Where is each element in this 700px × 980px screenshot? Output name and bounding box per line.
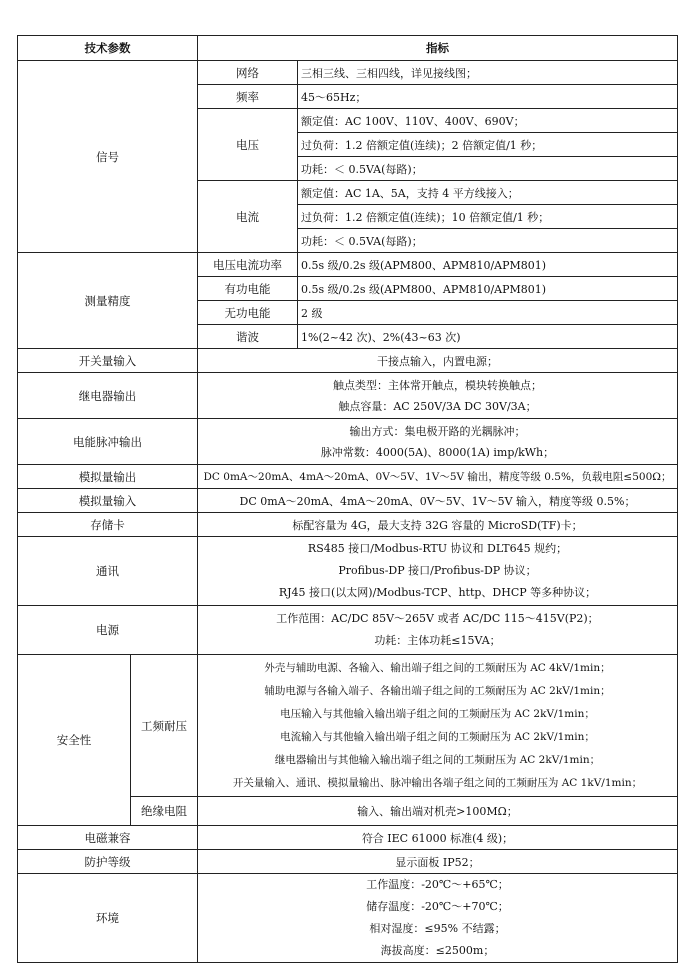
protection-label: 防护等级 — [18, 850, 198, 874]
power-label: 电源 — [18, 606, 198, 655]
current-overload: 过负荷：1.2 倍额定值(连续)；10 倍额定值/1 秒； — [298, 205, 678, 229]
withstand-line: 外壳与辅助电源、各输入、输出端子组之间的工频耐压为 AC 4kV/1min； — [264, 661, 611, 674]
header-spec: 指标 — [198, 36, 678, 61]
withstand-line: 辅助电源与各输入端子、各输出端子组之间的工频耐压为 AC 2kV/1min； — [264, 684, 611, 697]
emc-value: 符合 IEC 61000 标准(4 级)； — [198, 826, 678, 850]
voltage-overload: 过负荷：1.2 倍额定值(连续)；2 倍额定值/1 秒； — [298, 133, 678, 157]
insulation-label: 绝缘电阻 — [131, 797, 198, 826]
accuracy-active-label: 有功电能 — [198, 277, 298, 301]
accuracy-label: 测量精度 — [18, 253, 198, 349]
withstand-label: 工频耐压 — [131, 655, 198, 797]
environment-value — [198, 874, 678, 963]
header-param: 技术参数 — [18, 36, 198, 61]
current-label: 电流 — [198, 181, 298, 253]
comm-line: RS485 接口/Modbus-RTU 协议和 DLT645 规约； — [307, 542, 568, 555]
comm-label: 通讯 — [18, 537, 198, 606]
withstand-line: 开关量输入、通讯、模拟量输出、脉冲输出各端子组之间的工频耐压为 AC 1kV/1min； — [232, 776, 643, 789]
environment-line: 工作温度：-20℃～+65℃； — [366, 878, 509, 891]
spec-table — [17, 35, 678, 963]
signal-label: 信号 — [18, 61, 198, 253]
withstand-line: 继电器输出与其他输入输出端子组之间的工频耐压为 AC 2kV/1min； — [274, 753, 601, 766]
switch-input-label: 开关量输入 — [18, 349, 198, 373]
emc-label: 电磁兼容 — [18, 826, 198, 850]
withstand-line: 电流输入与其他输入输出端子组之间的工频耐压为 AC 2kV/1min； — [280, 730, 595, 743]
analog-input-label: 模拟量输入 — [18, 489, 198, 513]
voltage-label: 电压 — [198, 109, 298, 181]
frequency-label: 频率 — [198, 85, 298, 109]
accuracy-reactive-label: 无功电能 — [198, 301, 298, 325]
accuracy-reactive-value: 2 级 — [298, 301, 678, 325]
accuracy-vip-label: 电压电流功率 — [198, 253, 298, 277]
current-power: 功耗：＜ 0.5VA(每路)； — [298, 229, 678, 253]
safety-label: 安全性 — [18, 655, 131, 826]
storage-label: 存储卡 — [18, 513, 198, 537]
relay-line: 触点容量：AC 250V/3A DC 30V/3A； — [338, 399, 537, 413]
power-value — [198, 606, 678, 655]
network-label: 网络 — [198, 61, 298, 85]
switch-input-value: 干接点输入，内置电源； — [198, 349, 678, 373]
comm-line: RJ45 接口(以太网)/Modbus-TCP、http、DHCP 等多种协议； — [278, 586, 597, 599]
insulation-value: 输入、输出端对机壳>100MΩ； — [198, 797, 678, 826]
analog-output-label: 模拟量输出 — [18, 465, 198, 489]
voltage-power: 功耗：＜ 0.5VA(每路)； — [298, 157, 678, 181]
pulse-line: 脉冲常数：4000(5A)、8000(1A) imp/kWh； — [320, 445, 555, 459]
relay-line: 触点类型：主体常开触点，模块转换触点； — [333, 378, 542, 392]
comm-line: Profibus-DP 接口/Profibus-DP 协议； — [338, 564, 537, 577]
environment-line: 相对湿度：≤95% 不结露； — [369, 922, 506, 935]
protection-value: 显示面板 IP52； — [198, 850, 678, 874]
environment-line: 海拔高度：≤2500m； — [380, 944, 495, 957]
environment-line: 储存温度：-20℃～+70℃； — [366, 900, 509, 913]
relay-output-label: 继电器输出 — [18, 373, 198, 419]
network-value: 三相三线、三相四线，详见接线图； — [298, 61, 678, 85]
analog-output-value: DC 0mA～20mA、4mA～20mA、0V～5V、1V～5V 输出，精度等级 0.5%，负载电阻≤500Ω； — [198, 465, 678, 489]
power-line: 功耗：主体功耗≤15VA； — [374, 634, 501, 647]
relay-output-value — [198, 373, 678, 419]
pulse-output-value — [198, 419, 678, 465]
accuracy-active-value: 0.5s 级/0.2s 级(APM800、APM810/APM801) — [298, 277, 678, 301]
environment-label: 环境 — [18, 874, 198, 963]
frequency-value: 45～65Hz； — [298, 85, 678, 109]
withstand-line: 电压输入与其他输入输出端子组之间的工频耐压为 AC 2kV/1min； — [280, 707, 595, 720]
withstand-value — [198, 655, 678, 797]
comm-value — [198, 537, 678, 606]
accuracy-vip-value: 0.5s 级/0.2s 级(APM800、APM810/APM801) — [298, 253, 678, 277]
voltage-rated: 额定值：AC 100V、110V、400V、690V； — [298, 109, 678, 133]
current-rated: 额定值：AC 1A、5A，支持 4 平方线接入； — [298, 181, 678, 205]
power-line: 工作范围：AC/DC 85V～265V 或者 AC/DC 115～415V(P2)； — [276, 612, 599, 625]
storage-value: 标配容量为 4G，最大支持 32G 容量的 MicroSD(TF)卡； — [198, 513, 678, 537]
pulse-line: 输出方式：集电极开路的光耦脉冲； — [349, 424, 526, 438]
accuracy-harmonic-label: 谐波 — [198, 325, 298, 349]
analog-input-value: DC 0mA～20mA、4mA～20mA、0V～5V、1V～5V 输入，精度等级 0.5%； — [198, 489, 678, 513]
pulse-output-label: 电能脉冲输出 — [18, 419, 198, 465]
accuracy-harmonic-value: 1%(2~42 次)、2%(43~63 次) — [298, 325, 678, 349]
